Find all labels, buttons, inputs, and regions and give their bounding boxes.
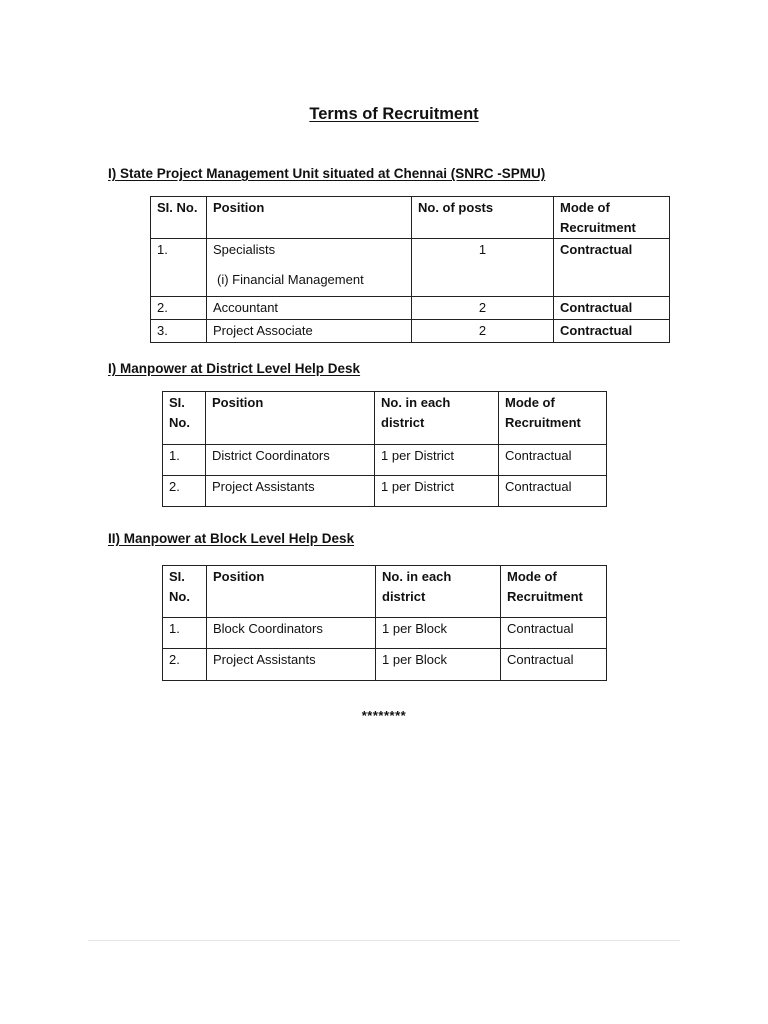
spmu-table bbox=[150, 196, 670, 343]
cell-mode: Contractual bbox=[501, 618, 607, 649]
cell-mode: Contractual bbox=[501, 649, 607, 681]
cell-position: District Coordinators bbox=[206, 445, 375, 476]
cell-mode: Contractual bbox=[554, 320, 670, 343]
header-sl-no: SI. No. bbox=[151, 197, 207, 239]
header-sl-no: SI. No. bbox=[163, 392, 206, 445]
cell-position: Project Associate bbox=[207, 320, 412, 343]
header-mode: Mode of Recruitment bbox=[501, 566, 607, 618]
end-separator: ******** bbox=[361, 708, 407, 723]
cell-mode: Contractual bbox=[499, 445, 607, 476]
cell-sl: 1. bbox=[163, 618, 207, 649]
cell-mode: Contractual bbox=[554, 297, 670, 320]
cell-count: 1 per Block bbox=[376, 618, 501, 649]
district-table bbox=[162, 391, 607, 507]
table-row bbox=[163, 476, 607, 507]
cell-position: Accountant bbox=[207, 297, 412, 320]
cell-count: 1 per District bbox=[375, 476, 499, 507]
table-header-row bbox=[163, 392, 607, 445]
table-row bbox=[163, 445, 607, 476]
cell-sl: 2. bbox=[163, 476, 206, 507]
page-divider bbox=[88, 940, 680, 941]
cell-count: 1 per District bbox=[375, 445, 499, 476]
section-heading-spmu: I) State Project Management Unit situated at Chennai (SNRC -SPMU) bbox=[108, 166, 546, 181]
cell-sl: 1. bbox=[163, 445, 206, 476]
header-position: Position bbox=[207, 566, 376, 618]
header-position: Position bbox=[206, 392, 375, 445]
section-heading-block: II) Manpower at Block Level Help Desk bbox=[108, 531, 355, 546]
header-no-in-each-district: No. in each district bbox=[375, 392, 499, 445]
table-row bbox=[151, 239, 670, 297]
section-heading-district: I) Manpower at District Level Help Desk bbox=[108, 361, 361, 376]
cell-count: 1 bbox=[412, 239, 554, 297]
cell-count: 2 bbox=[412, 320, 554, 343]
cell-sl: 2. bbox=[163, 649, 207, 681]
position-label: Specialists bbox=[213, 242, 276, 257]
block-table bbox=[162, 565, 607, 681]
cell-count: 2 bbox=[412, 297, 554, 320]
cell-position: Project Assistants bbox=[206, 476, 375, 507]
cell-sl: 1. bbox=[151, 239, 207, 297]
position-sub-label: (i) Financial Management bbox=[217, 272, 364, 287]
header-position: Position bbox=[207, 197, 412, 239]
cell-mode: Contractual bbox=[554, 239, 670, 297]
cell-position bbox=[207, 239, 412, 297]
cell-sl: 3. bbox=[151, 320, 207, 343]
table-header-row bbox=[163, 566, 607, 618]
cell-mode: Contractual bbox=[499, 476, 607, 507]
cell-count: 1 per Block bbox=[376, 649, 501, 681]
header-no-in-each-district: No. in each district bbox=[376, 566, 501, 618]
header-mode: Mode of Recruitment bbox=[554, 197, 670, 239]
header-no-of-posts: No. of posts bbox=[412, 197, 554, 239]
table-header-row bbox=[151, 197, 670, 239]
header-sl-no: SI. No. bbox=[163, 566, 207, 618]
table-row bbox=[151, 320, 670, 343]
table-row bbox=[163, 618, 607, 649]
cell-position: Project Assistants bbox=[207, 649, 376, 681]
table-row bbox=[151, 297, 670, 320]
cell-position: Block Coordinators bbox=[207, 618, 376, 649]
page-title: Terms of Recruitment bbox=[309, 105, 479, 123]
cell-sl: 2. bbox=[151, 297, 207, 320]
table-row bbox=[163, 649, 607, 681]
header-mode: Mode of Recruitment bbox=[499, 392, 607, 445]
